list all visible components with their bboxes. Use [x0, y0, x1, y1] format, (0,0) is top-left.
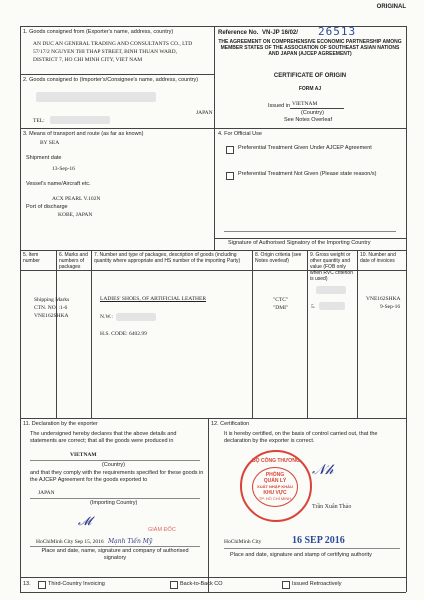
back-to-back-label: Back-to-Back CO — [180, 581, 223, 587]
discharge-label: Port of discharge — [26, 204, 68, 210]
goods-description: LADIES' SHOES, OF ARTIFICIAL LEATHER — [100, 296, 207, 302]
checkbox-third-country[interactable] — [38, 581, 46, 589]
shipment-date: 13-Sep-16 — [52, 166, 75, 172]
form-name: FORM AJ — [298, 86, 322, 92]
redacted-consignee — [36, 92, 156, 102]
agreement-title: THE AGREEMENT ON COMPREHENSIVE ECONOMIC PARTNERSHIP AMONG MEMBER STATES OF THE ASSOCIATION OF SOUTHEAST ASIAN NATIONS AND JAPAN (AJCEP AGREEMENT) — [218, 39, 402, 57]
stamp-line3: XUẤT NHẬP KHẨU — [257, 484, 293, 489]
production-country: VIETNAM — [70, 452, 97, 458]
box12-label: 12. Certification — [211, 421, 250, 427]
transport-mode: BY SEA — [40, 140, 60, 146]
col-origin: 8. Origin criteria (see Notes overleaf) — [255, 252, 302, 264]
box3-label: 3. Means of transport and route (as far as known) — [23, 131, 144, 137]
stamp-line1: PHÒNG — [265, 472, 285, 478]
shipping-mark-code: VNE162SHKA — [34, 313, 69, 319]
col-description: 7. Number and type of packages, description of goods (including quantity where appropriate and HS number of the importing Party) — [94, 252, 241, 264]
stamp-line5: TP. HỒ CHÍ MINH — [258, 496, 292, 501]
checkbox-issued-retro[interactable] — [282, 581, 290, 589]
exporter-place-date: HoChiMinh City Sep 15, 2016 — [36, 539, 104, 545]
discharge-port: KOBE, JAPAN — [58, 212, 93, 218]
redacted-gross-weight — [316, 286, 346, 294]
consignee-tel: TEL: — [33, 118, 45, 124]
importing-country-caption: (Importing Country) — [90, 500, 138, 506]
certification-place: HoChiMinh City — [224, 539, 262, 545]
official-stamp — [240, 450, 312, 522]
box4-label: 4. For Official Use — [218, 131, 262, 137]
shipping-marks-label: Shipping Marks — [34, 297, 70, 303]
reference-number: 26513 — [318, 25, 357, 38]
redacted-tel — [50, 116, 110, 124]
stamp-line4: KHU VỰC — [263, 490, 287, 496]
director-stamp: GIÁM ĐỐC — [148, 527, 176, 533]
issued-in-label: Issued in — [268, 103, 291, 109]
reference-prefix: VN-JP 16/02/ — [262, 30, 298, 36]
box11-label: 11. Declaration by the exporter — [23, 421, 98, 427]
shipment-date-label: Shipment date — [26, 155, 62, 161]
col-item-number: 5. Item number — [23, 252, 40, 264]
col-gross-weight: 9. Gross weight or other quantity and value (FOB only when RVC criterion is used) — [310, 252, 353, 282]
stamp-line2: QUẢN LÝ — [263, 478, 287, 484]
box1-label: 1. Goods consigned from (Exporter's name, address, country) — [23, 29, 174, 35]
declaration-text2: and that they comply with the requirements specified for these goods in the AJCEP Agreement for the goods exported to — [30, 470, 204, 483]
original-label: ORIGINAL — [376, 4, 406, 10]
value-prefix: 5. — [311, 304, 316, 310]
issued-retro-label: Issued Retroactively — [292, 581, 342, 587]
preferential-given-label: Preferential Treatment Given Under AJCEP Agreement — [238, 145, 372, 151]
net-weight-label: N.W.: — [100, 314, 113, 320]
redacted-value — [319, 302, 345, 310]
hs-code: H.S. CODE: 6402.99 — [100, 331, 147, 337]
exporter-address-line1: 57/17/2 NGUYEN THI THAP STREET, BINH THUAN WARD, — [33, 49, 177, 55]
stamp-inner-ring — [252, 467, 298, 507]
preferential-not-given-label: Preferential Treatment Not Given (Please state reason/s) — [238, 171, 377, 177]
certification-date: 16 SEP 2016 — [292, 535, 345, 546]
exporter-signature-mark: 𝓜 — [78, 514, 92, 528]
country-caption: (Country) — [102, 462, 125, 468]
vessel-name: ACX PEARL V.102N — [52, 196, 101, 202]
carton-numbers: CTN. NO. :1-6 — [34, 305, 68, 311]
certifier-signature: 𝒩𝒽 — [312, 462, 334, 478]
third-country-label: Third-Country Invoicing — [48, 581, 105, 587]
box2-label: 2. Goods consigned to (Importer's/Consignee's name, address, country) — [23, 77, 199, 83]
origin-criterion-ctc: "CTC" — [273, 297, 289, 303]
reference-label: Reference No. — [218, 30, 259, 36]
exporter-address-line2: DISTRICT 7, HO CHI MINH CITY, VIET NAM — [33, 57, 143, 63]
origin-criterion-dmi: "DMI" — [273, 305, 289, 311]
checkbox-preferential-given[interactable] — [226, 146, 234, 154]
certificate-title: CERTIFICATE OF ORIGIN — [273, 73, 347, 79]
export-country: JAPAN — [38, 490, 55, 496]
box13-label: 13. — [23, 581, 31, 587]
checkbox-preferential-not-given[interactable] — [226, 172, 234, 180]
certification-text: It is hereby certified, on the basis of control carried out, that the declaration by the exporter is correct. — [224, 431, 378, 444]
consignee-country: JAPAN — [196, 110, 213, 116]
col-invoice: 10. Number and date of invoices — [360, 252, 396, 264]
exporter-name: AN DUC AN GENERAL TRADING AND CONSULTANTS CO., LTD — [33, 41, 193, 47]
country-label: (Country) — [301, 110, 324, 116]
checkbox-back-to-back[interactable] — [170, 581, 178, 589]
invoice-number: VNE162SHKA — [366, 296, 401, 302]
issued-in-country: VIETNAM — [292, 101, 318, 107]
importing-signature-label: Signature of Authorised Signatory of the Importing Country — [228, 240, 371, 246]
certification-signature-label: Place and date, signature and stamp of certifying authority — [230, 552, 372, 558]
col-marks: 6. Marks and numbers of packages — [59, 252, 88, 270]
exporter-signature: Mạnh Tiến Mỹ — [108, 538, 153, 545]
see-notes: See Notes Overleaf — [284, 117, 332, 123]
redacted-net-weight — [116, 313, 156, 321]
exporter-signature-label: Place and date, name, signature and company of authorised signatory — [41, 548, 189, 561]
certifier-name: Trần Xuân Thảo — [312, 504, 352, 510]
declaration-text1: The undersigned hereby declares that the above details and statements are correct; that all the goods were produced in — [30, 431, 177, 444]
invoice-date: 9-Sep-16 — [380, 304, 401, 310]
stamp-ministry: BỘ CÔNG THƯƠNG — [252, 458, 300, 464]
vessel-label: Vessel's name/Aircraft etc. — [26, 181, 91, 187]
